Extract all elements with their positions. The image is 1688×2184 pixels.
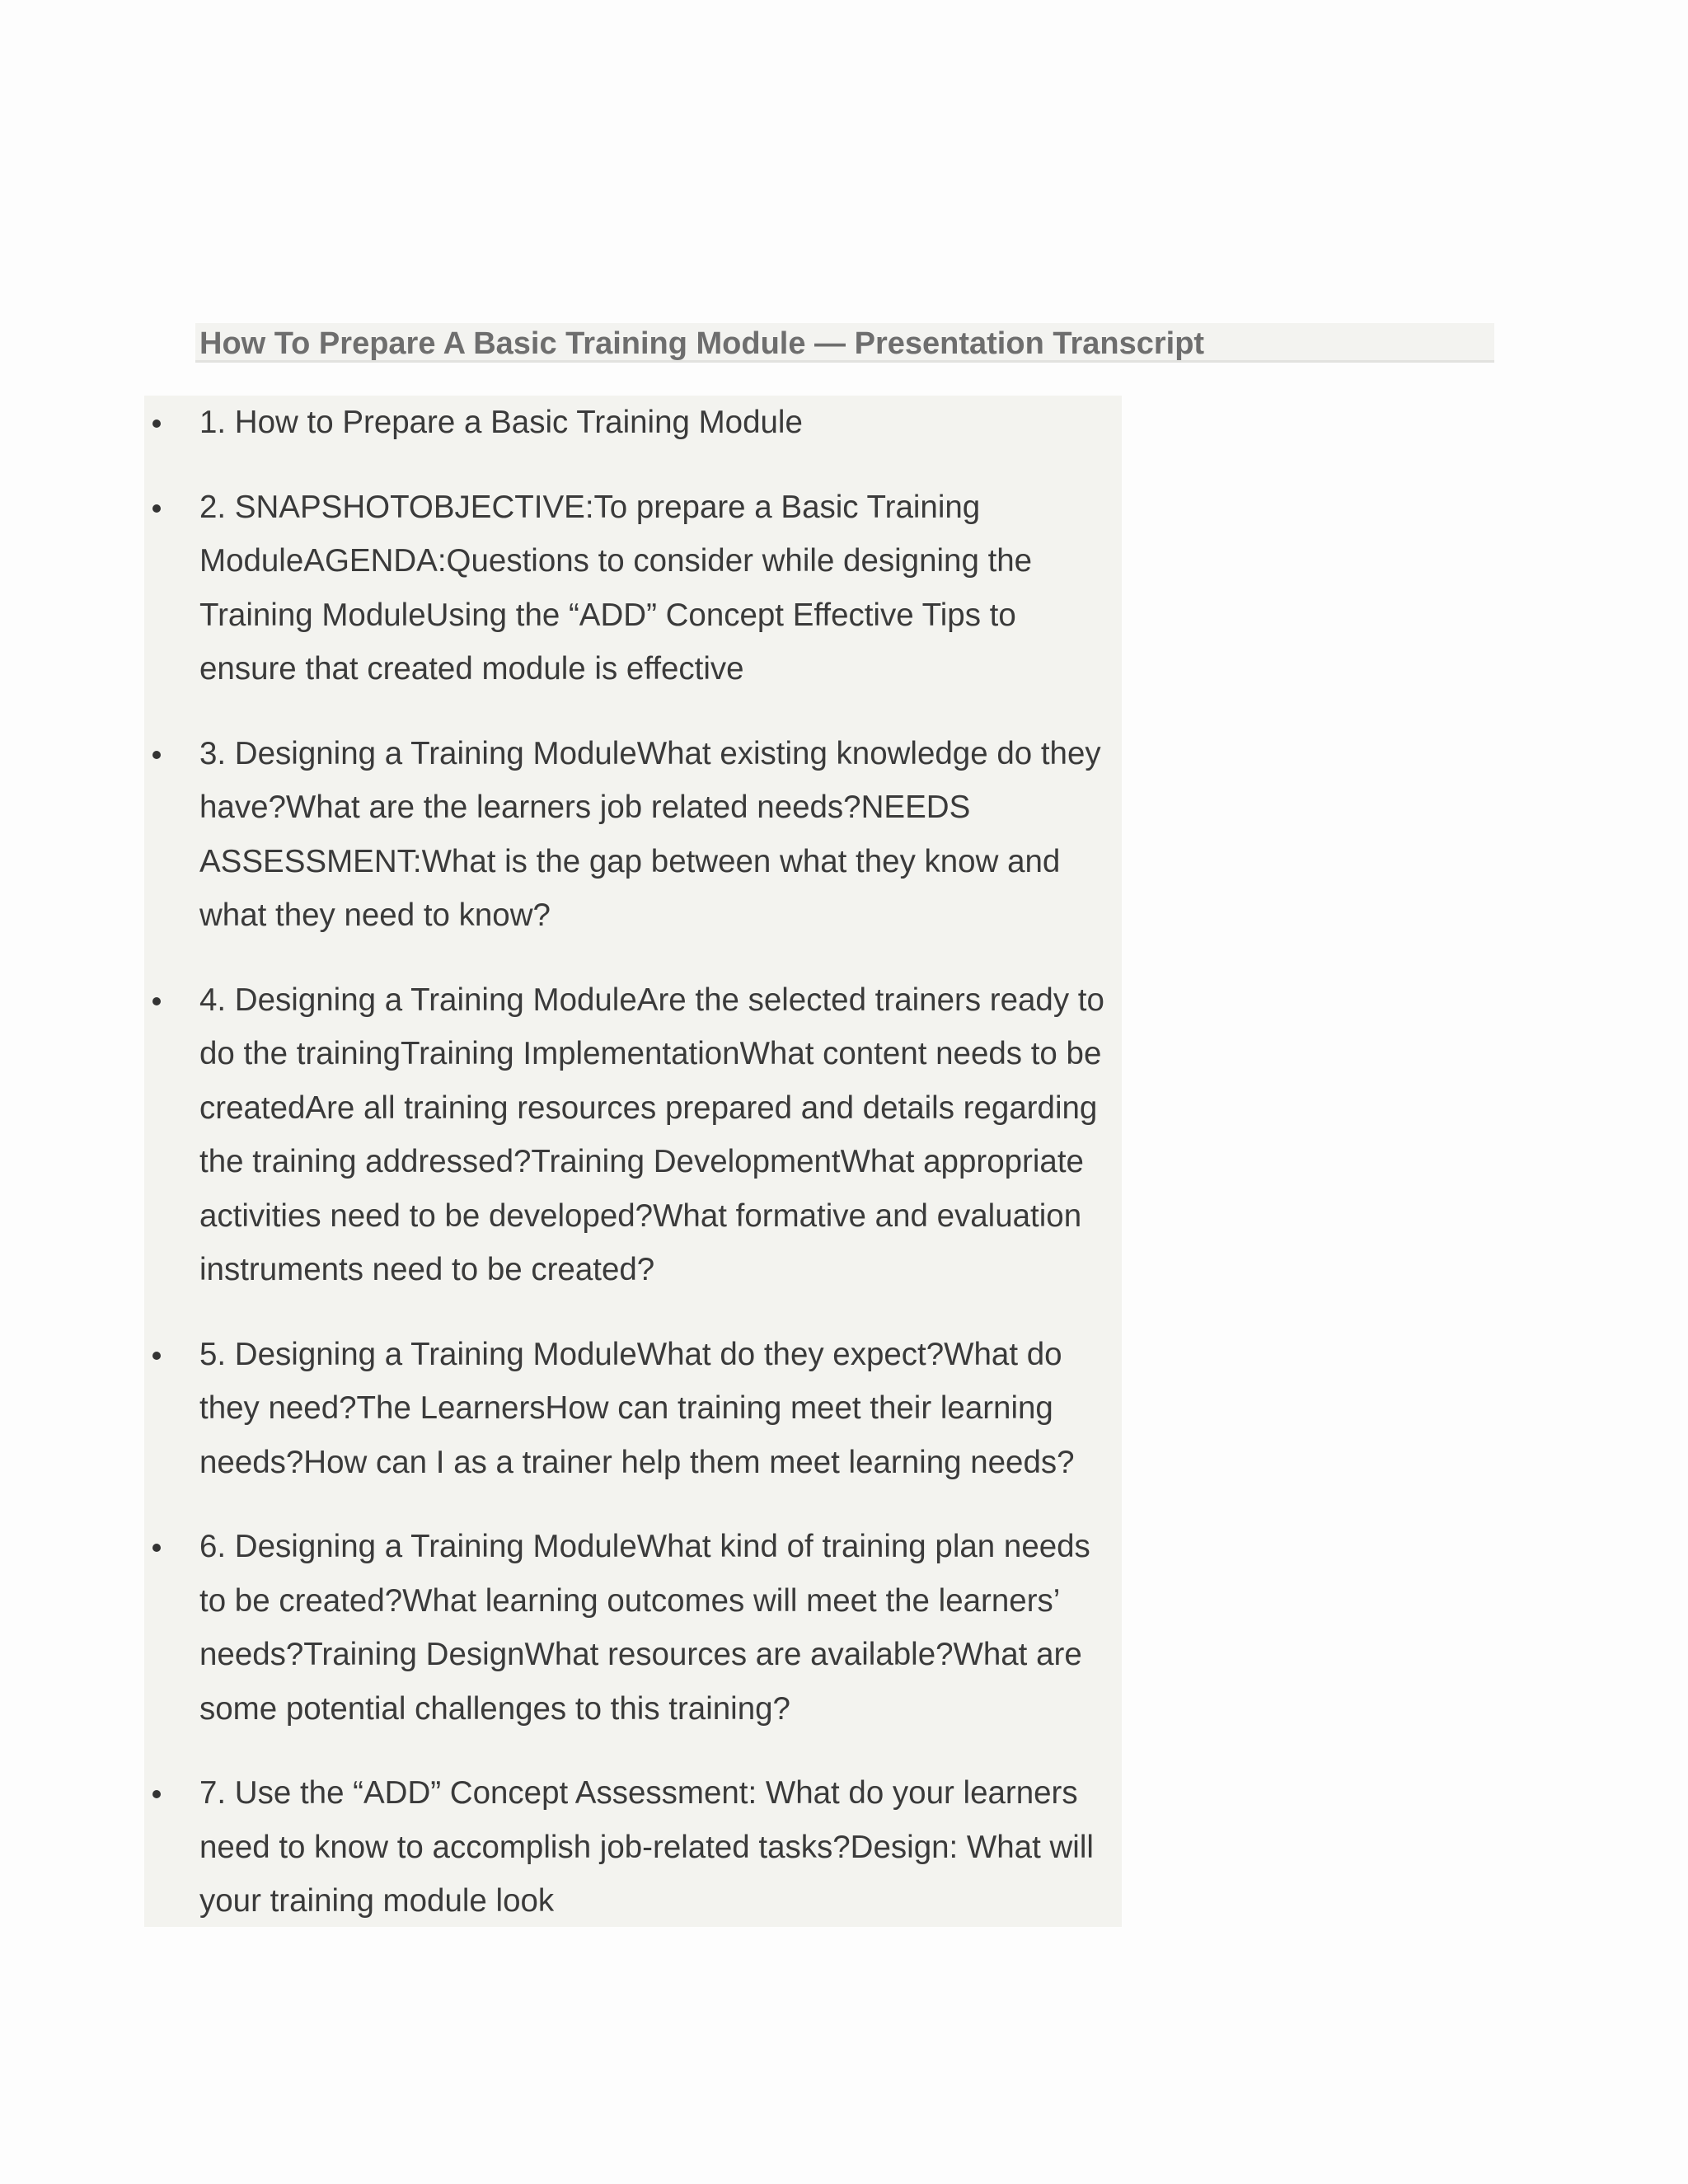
- slide-text: 4. Designing a Training ModuleAre the selected trainers ready to do the trainingTraining ImplementationWhat content needs to be createdAre all training resources prepared and details regarding the training addressed?Training DevelopmentWhat appropriate activities need to be developed?What formative and evaluation instruments need to be created?: [199, 982, 1104, 1287]
- bullet-icon: [152, 419, 161, 428]
- list-item: [144, 480, 1122, 696]
- bullet-icon: [152, 997, 161, 1005]
- slide-text: 7. Use the “ADD” Concept Assessment: What do your learners need to know to accomplish job-related tasks?Design: What will your training module look: [199, 1775, 1094, 1919]
- slide-text: 2. SNAPSHOTOBJECTIVE:To prepare a Basic Training ModuleAGENDA:Questions to consider while designing the Training ModuleUsing the “ADD” Concept Effective Tips to ensure that created module is effective: [199, 489, 1033, 687]
- slide-text: 6. Designing a Training ModuleWhat kind of training plan needs to be created?What learning outcomes will meet the learners’ needs?Training DesignWhat resources are available?What are some potential challenges to this training?: [199, 1529, 1090, 1727]
- bullet-icon: [152, 751, 161, 759]
- list-item: [144, 727, 1122, 943]
- slide-text: 1. How to Prepare a Basic Training Module: [199, 405, 803, 440]
- list-item: [144, 1520, 1122, 1736]
- bullet-icon: [152, 1544, 161, 1552]
- slide-text: 3. Designing a Training ModuleWhat existing knowledge do they have?What are the learners job related needs?NEEDS ASSESSMENT:What is the gap between what they know and what they need to know?: [199, 735, 1101, 933]
- title-bar: [195, 323, 1494, 363]
- list-item: [144, 1766, 1122, 1927]
- list-item: [144, 1328, 1122, 1490]
- bullet-icon: [152, 504, 161, 513]
- bullet-icon: [152, 1790, 161, 1798]
- bullet-icon: [152, 1352, 161, 1360]
- list-item: [144, 396, 1122, 450]
- page-title: How To Prepare A Basic Training Module — Presentation Transcript: [199, 326, 1205, 361]
- slide-list: [144, 396, 1122, 1927]
- list-item: [144, 973, 1122, 1297]
- transcript-panel: [144, 396, 1122, 1927]
- slide-text: 5. Designing a Training ModuleWhat do they expect?What do they need?The LearnersHow can training meet their learning needs?How can I as a trainer help them meet learning needs?: [199, 1336, 1075, 1480]
